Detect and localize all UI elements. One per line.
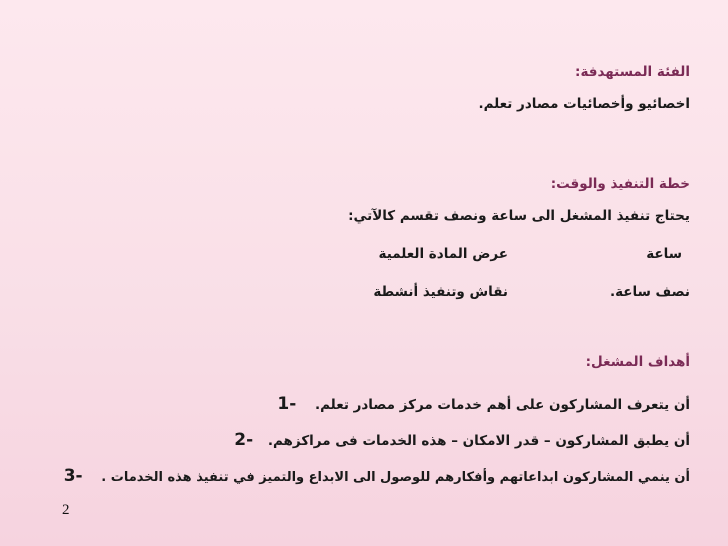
- goal-item-1: [277, 394, 690, 414]
- audience-text: اخصائيو وأخصائيات مصادر تعلم.: [478, 96, 690, 112]
- plan-heading: خطة التنفيذ والوقت:: [550, 176, 690, 192]
- goal-item-2: [234, 430, 690, 450]
- plan-row-2-activity: نقاش وتنفيذ أنشطة: [373, 284, 508, 300]
- goals-heading: أهداف المشغل:: [585, 354, 690, 370]
- plan-row-2-time: نصف ساعة.: [609, 284, 690, 300]
- goal-item-2-number: 2-: [234, 430, 254, 450]
- goal-item-3-number: 3-: [63, 466, 83, 486]
- plan-intro: يحتاج تنفيذ المشغل الى ساعة ونصف تقسم كالآتي:: [348, 208, 690, 224]
- goal-item-1-text: أن يتعرف المشاركون على أهم خدمات مركز مصادر تعلم.: [314, 397, 690, 413]
- goal-item-3: [64, 466, 690, 486]
- page-number: 2: [62, 502, 70, 518]
- goal-item-3-text: أن ينمي المشاركون ابداعاتهم وأفكارهم للوصول الى الابداع والتميز في تنفيذ هذه الخدمات .: [101, 470, 690, 485]
- goal-item-1-number: 1-: [277, 394, 297, 414]
- plan-row-1-activity: عرض المادة العلمية: [378, 246, 508, 262]
- audience-heading: الفئة المستهدفة:: [575, 64, 690, 80]
- goal-item-2-text: أن يطبق المشاركون – قدر الامكان – هذه الخدمات فى مراكزهم.: [267, 433, 690, 449]
- plan-row-1-time: ساعة: [646, 246, 682, 262]
